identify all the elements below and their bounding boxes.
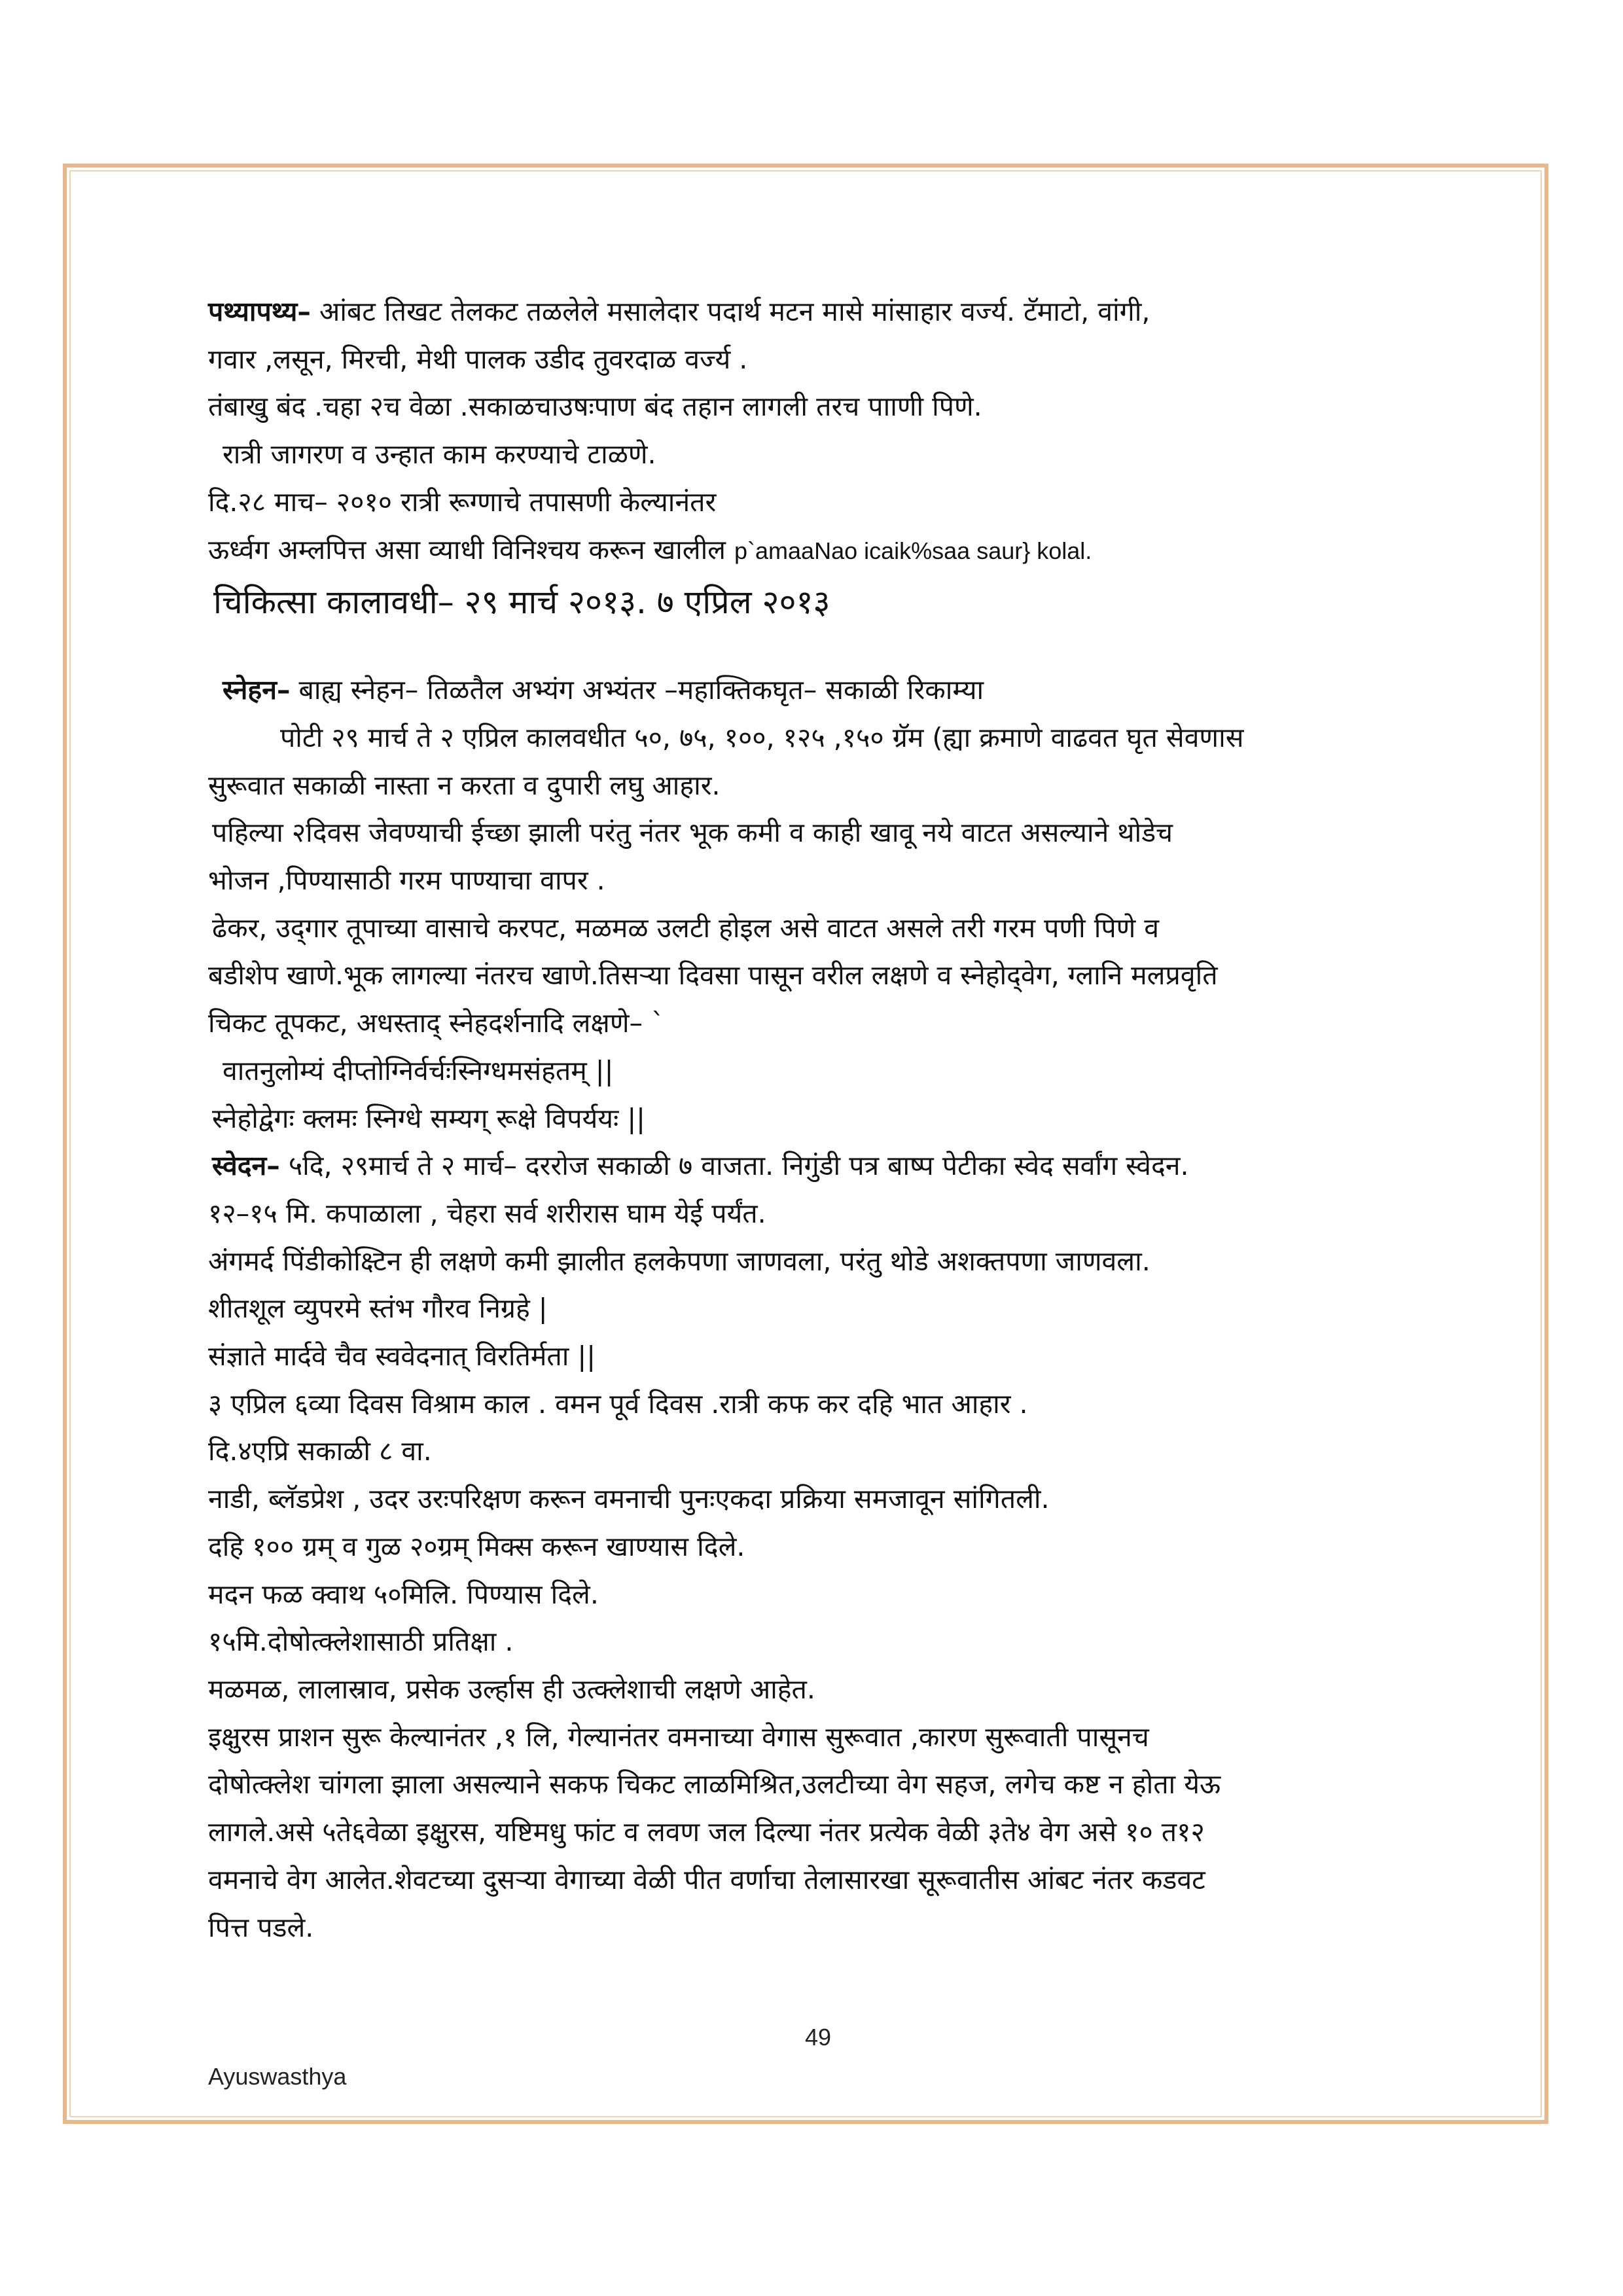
text-line: इक्षुरस प्राशन सुरू केल्यानंतर ,१ लि, गेल्यानंतर वमनाच्या वेगास सुरूवात ,कारण सुरूवाती पासूनच xyxy=(208,1721,1149,1753)
text-line: अंगमर्द पिंडीकोक्ष्टिन ही लक्षणे कमी झालीत हलकेपणा जाणवला, परंतु थोडे अशक्तपणा जाणवला. xyxy=(208,1245,1150,1277)
text-line: १५मि.दोषोत्क्लेशासाठी प्रतिक्षा . xyxy=(208,1626,514,1658)
line-text: आंबट तिखट तेलकट तळलेले मसालेदार पदार्थ मटन मासे मांसाहार वर्ज्य. टॅमाटो, वांगी, xyxy=(310,296,1150,327)
document-body xyxy=(208,288,1452,1951)
text-line xyxy=(208,526,1452,575)
text-line: मदन फळ क्वाथ ५०मिलि. पिण्यास दिले. xyxy=(208,1578,599,1610)
text-line: नाडी, ब्लॅडप्रेश , उदर उरःपरिक्षण करून वमनाची पुनःएकदा प्रक्रिया समजावून सांगितली. xyxy=(208,1483,1050,1515)
text-line: दि.२८ माच– २०१० रात्री रूग्णाचे तपासणी केल्यानंतर xyxy=(208,486,717,518)
text-line: ढेकर, उद्‌गार तूपाच्या वासाचे करपट, मळमळ उलटी होइल असे वाटत असले तरी गरम पणी पिणे व xyxy=(212,912,1160,944)
line-text: बाह्य स्नेहन– तिळतैल अभ्यंग अभ्यंतर –महाक्तिकघृत– सकाळी रिकाम्या xyxy=(290,674,984,706)
text-line xyxy=(208,666,1452,714)
text-line: १२–१५ मि. कपाळाला , चेहरा सर्व शरीरास घाम येई पर्यंत. xyxy=(208,1197,766,1229)
text-line: दि.४एप्रि सकाळी ८ वा. xyxy=(208,1435,432,1467)
text-line: ३ एप्रिल ६व्या दिवस विश्राम काल . वमन पूर्व दिवस .रात्री कफ कर दहि भात आहार . xyxy=(208,1388,1028,1420)
section-heading: पथ्यापथ्य– xyxy=(208,296,311,327)
text-line: मळमळ, लालास्राव, प्रसेक उर्ल्हास ही उत्क्लेशाची लक्षणे आहेत. xyxy=(208,1673,815,1705)
verse-line: संज्ञाते मार्दवे चैव स्ववेदनात् विरतिर्मता || xyxy=(208,1340,596,1372)
verse-line: वातनुलोम्यं दीप्तोग्निर्वर्चःस्निग्धमसंहतम् || xyxy=(223,1054,614,1086)
treatment-period-heading: चिकित्सा कालावधी– २९ मार्च २०१३. ७ एप्रिल २०१३ xyxy=(213,583,830,622)
text-line xyxy=(208,288,1452,336)
text-line xyxy=(208,1142,1452,1190)
text-line: तंबाखु बंद .चहा २च वेळा .सकाळचाउषःपाण बंद तहान लागली तरच पााणी पिणे. xyxy=(208,391,982,423)
line-text: ५दि, २९मार्च ते २ मार्च– दररोज सकाळी ७ वाजता. निगुंडी पत्र बाष्प पेटीका स्वेद सर्वांग स्वेदन. xyxy=(279,1150,1189,1182)
text-line: चिकट तूपकट, अधस्ताद् स्नेहदर्शनादि लक्षणे– ` xyxy=(208,1007,665,1039)
text-line: गवार ,लसून, मिरची, मेथी पालक उडीद तुवरदाळ वर्ज्य . xyxy=(208,343,748,375)
text-line: लागले.असे ५ते६वेळा इक्षुरस, यष्टिमधु फांट व लवण जल दिल्या नंतर प्रत्येक वेळी ३ते४ वेग असे १० त१२ xyxy=(208,1816,1205,1848)
text-line: दहि १०० ग्रम् व गुळ २०ग्रम् मिक्स करून खाण्यास दिले. xyxy=(208,1530,745,1562)
text-line: पहिल्या २दिवस जेवण्याची ईच्छा झाली परंतु नंतर भूक कमी व काही खावू नये वाटत असल्याने थोडेच xyxy=(212,817,1173,849)
text-line: वमनाचे वेग आलेत.शेवटच्या दुसऱ्या वेगाच्या वेळी पीत वर्णाचा तेलासारखा सूरूवातीस आंबट नंतर कडवट xyxy=(208,1863,1205,1895)
latin-encoded-text: p`amaaNao icaik%saa saur} kolal. xyxy=(734,537,1092,564)
page-number: 49 xyxy=(804,2024,832,2051)
text-line: बडीशेप खाणे.भूक लागल्या नंतरच खाणे.तिसऱ्या दिवसा पासून वरील लक्षणे व स्नेहोद्‌वेग, ग्लानि मलप्रवृति xyxy=(208,960,1218,992)
text-line: पोटी २९ मार्च ते २ एप्रिल कालवधीत ५०, ७५, १००, १२५ ,१५० ग्रॅम (ह्या क्रमाणे वाढवत घृत सेवणास xyxy=(280,721,1244,753)
section-heading: स्वेदन– xyxy=(212,1150,280,1182)
verse-line: स्नेहोद्वेगः क्लमः स्निग्धे सम्यग् रूक्षे विपर्ययः || xyxy=(212,1102,645,1134)
text-line: पित्त पडले. xyxy=(208,1911,314,1943)
verse-line: शीतशूल व्युपरमे स्तंभ गौरव निग्रहे | xyxy=(208,1293,548,1325)
text-line: भोजन ,पिण्यासाठी गरम पाण्याचा वापर . xyxy=(208,865,605,897)
footer-publication-name: Ayuswasthya xyxy=(208,2063,347,2090)
text-line: दोषोत्क्लेश चांगला झाला असल्याने सकफ चिकट लाळमिश्रित,उलटीच्या वेग सहज, लगेच कष्ट न होता येऊ xyxy=(208,1768,1221,1801)
line-text: ऊर्ध्वग अम्लपित्त असा व्याधी विनिश्चय करून खालील xyxy=(208,533,735,565)
section-heading: स्नेहन– xyxy=(223,674,291,706)
text-line: रात्री जागरण व उन्हात काम करण्याचे टाळणे. xyxy=(223,439,656,471)
text-line: सुरूवात सकाळी नास्ता न करता व दुपारी लघु आहार. xyxy=(208,769,721,801)
